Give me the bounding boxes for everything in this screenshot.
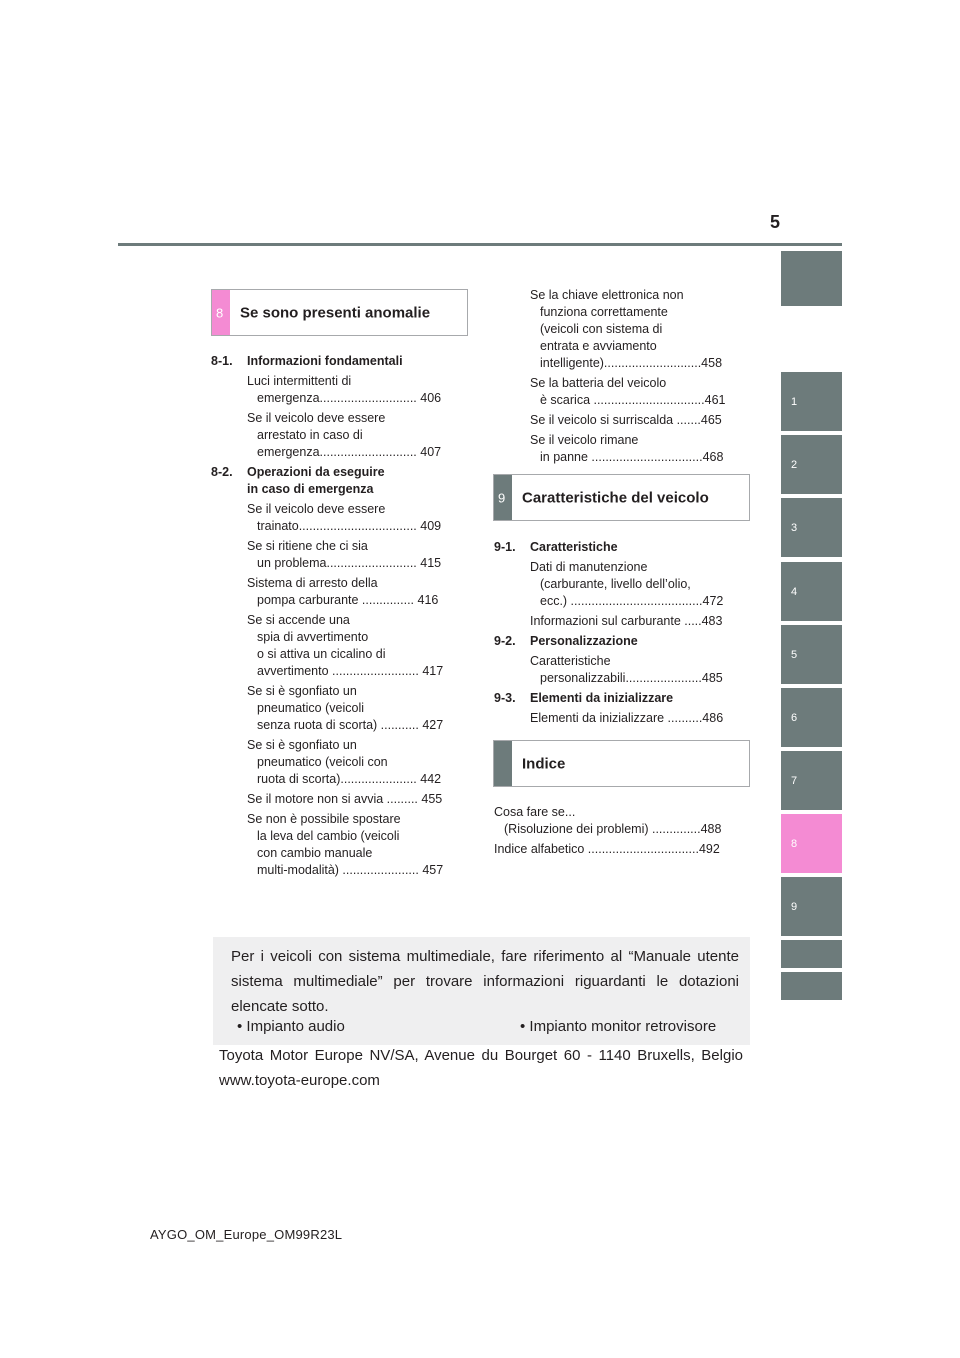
toc-left-column bbox=[211, 353, 461, 882]
toc-entry-line: funziona correttamente bbox=[540, 305, 668, 319]
toc-entry-line: senza ruota di scorta) ........... 427 bbox=[257, 718, 444, 732]
toc-entry-line: entrata e avviamento bbox=[540, 339, 657, 353]
toc-entry-line: Caratteristiche bbox=[530, 654, 611, 668]
toc-entry-line: Se si è sgonfiato un bbox=[247, 684, 357, 698]
section-number-tab: 9 bbox=[494, 475, 512, 520]
toc-entry-line: Se il veicolo deve essere bbox=[247, 502, 386, 516]
toc-entry-line: personalizzabili......................485 bbox=[540, 671, 723, 685]
toc-entry-line: Se il veicolo rimane bbox=[530, 433, 639, 447]
toc-entry-line: un problema.......................... 415 bbox=[257, 556, 442, 570]
chapter-tab-number: 1 bbox=[791, 395, 798, 408]
toc-entry-line: emergenza............................ 407 bbox=[257, 445, 442, 459]
section-title: Caratteristiche del veicolo bbox=[522, 489, 709, 506]
toc-right-column-mid bbox=[494, 539, 744, 730]
chapter-title-line: Informazioni fondamentali bbox=[247, 354, 403, 368]
chapter-tab-6 bbox=[781, 688, 842, 747]
page-number: 5 bbox=[769, 212, 780, 232]
section-title: Indice bbox=[522, 755, 566, 772]
toc-entry-line: (veicoli con sistema di bbox=[540, 322, 663, 336]
toc-entry[interactable] bbox=[494, 804, 744, 838]
toc-entry-line: Se la batteria del veicolo bbox=[530, 376, 667, 390]
toc-entry-line: Elementi da inizializzare ..........486 bbox=[530, 711, 724, 725]
toc-entry-line: Se si è sgonfiato un bbox=[247, 738, 357, 752]
toc-entry[interactable] bbox=[247, 737, 461, 788]
chapter-tab-number: 2 bbox=[791, 458, 798, 471]
chapter-tab-2 bbox=[781, 435, 842, 494]
chapter-number: 8-1. bbox=[211, 354, 233, 368]
toc-entry[interactable] bbox=[247, 410, 461, 461]
toc-entry-line: pompa carburante ............... 416 bbox=[257, 593, 439, 607]
toc-entry-line: ecc.) ......................................472 bbox=[540, 594, 724, 608]
chapter-tab-3 bbox=[781, 498, 842, 557]
chapter-tab-7 bbox=[781, 751, 842, 810]
toc-entry-line: Se si accende una bbox=[247, 613, 350, 627]
chapter-tab-number: 7 bbox=[791, 774, 798, 787]
toc-entry[interactable] bbox=[530, 710, 744, 727]
chapter-tab-number: 4 bbox=[791, 585, 798, 598]
toc-entry-line: Se la chiave elettronica non bbox=[530, 288, 684, 302]
toc-entry-line: con cambio manuale bbox=[257, 846, 373, 860]
toc-entry[interactable] bbox=[247, 683, 461, 734]
toc-entry-line: pneumatico (veicoli bbox=[257, 701, 364, 715]
header-rule bbox=[118, 243, 842, 246]
toc-entry[interactable] bbox=[530, 653, 744, 687]
chapter-number: 9-2. bbox=[494, 634, 516, 648]
toc-entry-line: ruota di scorta)...................... 442 bbox=[257, 772, 442, 786]
toc-entry-line: o si attiva un cicalino di bbox=[257, 647, 386, 661]
toc-entry-line: arrestato in caso di bbox=[257, 428, 363, 442]
toc-chapter-heading bbox=[494, 633, 744, 650]
toc-entry-line: Luci intermittenti di bbox=[247, 374, 352, 388]
toc-chapter-heading bbox=[494, 539, 744, 556]
chapter-tab-number: 6 bbox=[791, 711, 798, 724]
document-code: AYGO_OM_Europe_OM99R23L bbox=[150, 1227, 343, 1242]
toc-entry[interactable] bbox=[247, 612, 461, 680]
toc-entry-line: Se il motore non si avvia ......... 455 bbox=[247, 792, 443, 806]
toc-entry-line: spia di avvertimento bbox=[257, 630, 369, 644]
chapter-tab-blank bbox=[781, 940, 842, 968]
chapter-tab-number: 9 bbox=[791, 900, 798, 913]
chapter-title-line: in caso di emergenza bbox=[247, 482, 374, 496]
chapter-number: 9-3. bbox=[494, 691, 516, 705]
toc-entry[interactable] bbox=[247, 501, 461, 535]
section-number-tab bbox=[494, 741, 512, 786]
toc-entry[interactable] bbox=[530, 432, 744, 466]
chapter-tab-number: 8 bbox=[791, 837, 798, 850]
note-bullet-monitor: • Impianto monitor retrovisore bbox=[520, 1018, 717, 1035]
toc-entry-line: intelligente)............................458 bbox=[540, 356, 723, 370]
section-header-index bbox=[493, 740, 750, 787]
toc-entry-line: emergenza............................ 406 bbox=[257, 391, 442, 405]
note-text: Per i veicoli con sistema multimediale, fare riferimento al “Manuale utente sistema multimediale” per trovare informazioni riguardanti le dotazioni elencate sotto. bbox=[231, 948, 739, 1015]
toc-entry[interactable] bbox=[247, 538, 461, 572]
chapter-title-line: Elementi da inizializzare bbox=[530, 691, 674, 705]
toc-entry-line: avvertimento ......................... 417 bbox=[257, 664, 444, 678]
toc-entry[interactable] bbox=[247, 811, 461, 879]
toc-entry[interactable] bbox=[494, 841, 744, 858]
toc-entry-line: (Risoluzione dei problemi) ..............488 bbox=[504, 822, 722, 836]
toc-entry-line: pneumatico (veicoli con bbox=[257, 755, 388, 769]
chapter-tab-number: 5 bbox=[791, 648, 798, 661]
toc-entry[interactable] bbox=[247, 791, 461, 808]
toc-chapter-heading bbox=[494, 690, 744, 707]
chapter-number: 9-1. bbox=[494, 540, 516, 554]
chapter-tab-blank bbox=[781, 972, 842, 1000]
section-number-tab: 8 bbox=[212, 290, 230, 335]
toc-entry-line: è scarica ................................461 bbox=[540, 393, 726, 407]
chapter-number: 8-2. bbox=[211, 465, 233, 479]
section-header-8 bbox=[211, 289, 468, 336]
toc-entry-line: Sistema di arresto della bbox=[247, 576, 378, 590]
toc-entry-line: multi-modalità) ...................... 457 bbox=[257, 863, 444, 877]
toc-entry[interactable] bbox=[530, 375, 744, 409]
toc-entry-line: Indice alfabetico ................................492 bbox=[494, 842, 720, 856]
publisher-address bbox=[219, 1043, 743, 1093]
toc-entry-line: trainato.................................. 409 bbox=[257, 519, 442, 533]
toc-entry-line: Dati di manutenzione bbox=[530, 560, 648, 574]
chapter-tab-number: 3 bbox=[791, 521, 798, 534]
toc-entry[interactable] bbox=[530, 412, 744, 429]
toc-entry-line: (carburante, livello dell’olio, bbox=[540, 577, 691, 591]
toc-entry-line: Se il veicolo deve essere bbox=[247, 411, 386, 425]
toc-chapter-heading bbox=[211, 464, 461, 498]
toc-entry[interactable] bbox=[247, 575, 461, 609]
toc-right-column-top bbox=[494, 287, 744, 469]
chapter-tab-9 bbox=[781, 877, 842, 936]
chapter-tab-8 bbox=[781, 814, 842, 873]
chapter-tab-blank bbox=[781, 251, 842, 306]
chapter-tab-4 bbox=[781, 562, 842, 621]
website-url: www.toyota-europe.com bbox=[219, 1072, 380, 1089]
chapter-tab-1 bbox=[781, 372, 842, 431]
toc-entry-line: Se non è possibile spostare bbox=[247, 812, 401, 826]
toc-entry-line: Informazioni sul carburante .....483 bbox=[530, 614, 723, 628]
note-bullet-audio: • Impianto audio bbox=[237, 1018, 345, 1035]
chapter-title-line: Personalizzazione bbox=[530, 634, 638, 648]
toc-entry-line: la leva del cambio (veicoli bbox=[257, 829, 400, 843]
toc-entry-line: Cosa fare se... bbox=[494, 805, 576, 819]
toc-chapter-heading bbox=[211, 353, 461, 370]
toc-entry[interactable] bbox=[530, 613, 744, 630]
toc-entry-line: Se il veicolo si surriscalda .......465 bbox=[530, 413, 722, 427]
address-line: Toyota Motor Europe NV/SA, Avenue du Bourget 60 - 1140 Bruxells, Belgio bbox=[219, 1047, 743, 1064]
toc-entry-line: Se si ritiene che ci sia bbox=[247, 539, 368, 553]
section-header-9 bbox=[493, 474, 750, 521]
chapter-title-line: Caratteristiche bbox=[530, 540, 618, 554]
toc-entry[interactable] bbox=[530, 559, 744, 610]
chapter-tab-5 bbox=[781, 625, 842, 684]
toc-entry[interactable] bbox=[530, 287, 744, 372]
toc-entry-line: in panne ................................468 bbox=[540, 450, 724, 464]
toc-right-column-bottom bbox=[494, 804, 744, 861]
chapter-title-line: Operazioni da eseguire bbox=[247, 465, 385, 479]
toc-entry[interactable] bbox=[247, 373, 461, 407]
section-title: Se sono presenti anomalie bbox=[240, 304, 431, 321]
